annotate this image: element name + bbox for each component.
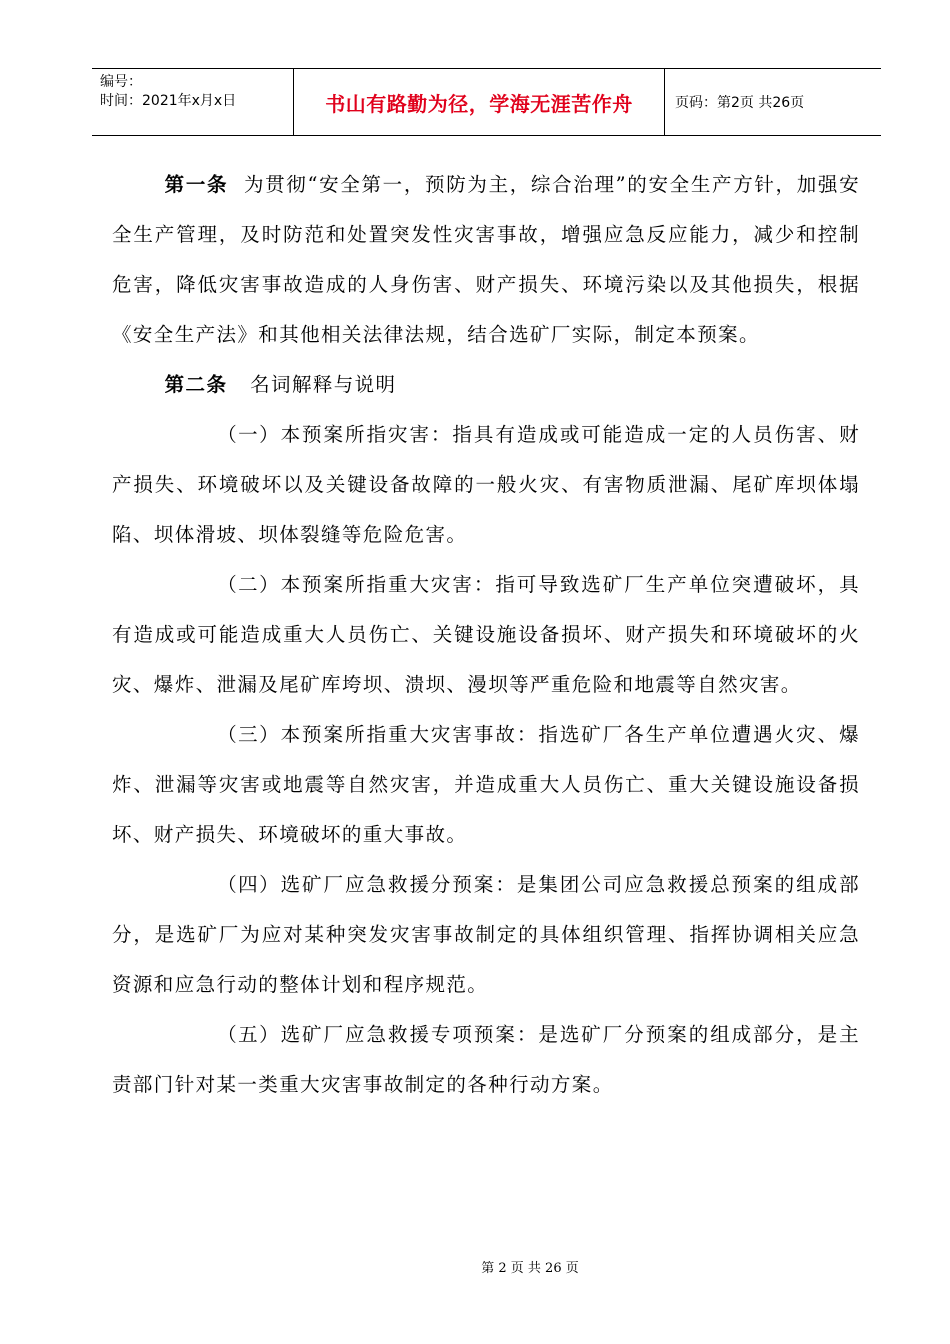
list-item <box>112 710 860 860</box>
list-item <box>112 1010 860 1110</box>
article-title: 第一条 <box>164 173 229 196</box>
article-text: 名词解释与说明 <box>250 373 397 396</box>
item-text: 选矿厂应急救援分预案：是集团公司应急救援总预案的组成部分，是选矿厂为应对某种突发灾害事故制定的具体组织管理、指挥协调相关应急资源和应急行动的整体计划和程序规范。 <box>112 873 860 996</box>
article-2 <box>112 360 860 410</box>
article-text: 为贯彻“安全第一，预防为主，综合治理”的安全生产方针，加强安全生产管理，及时防范和处置突发性灾害事故，增强应急反应能力，减少和控制危害，降低灾害事故造成的人身伤害、财产损失、环境污染以及其他损失，根据《安全生产法》和其他相关法律法规，结合选矿厂实际，制定本预案。 <box>112 173 860 346</box>
item-number: （四） <box>217 873 280 896</box>
time-label: 时间：2021年x月x日 <box>100 93 237 109</box>
item-text: 选矿厂应急救援专项预案：是选矿厂分预案的组成部分，是主责部门针对某一类重大灾害事故制定的各种行动方案。 <box>112 1023 860 1096</box>
list-item <box>112 860 860 1010</box>
document-body <box>112 160 860 1110</box>
number-label: 编号： <box>100 74 142 90</box>
article-title: 第二条 <box>164 373 228 396</box>
item-number: （五） <box>217 1023 280 1046</box>
article-1 <box>112 160 860 360</box>
header-motto: 书山有路勤为径，学海无涯苦作舟 <box>293 69 665 135</box>
list-item <box>112 410 860 560</box>
page-footer: 第 2 页 共 26 页 <box>481 1261 579 1276</box>
item-text: 本预案所指重大灾害事故：指选矿厂各生产单位遭遇火灾、爆炸、泄漏等灾害或地震等自然灾害，并造成重大人员伤亡、重大关键设施设备损坏、财产损失、环境破坏的重大事故。 <box>112 723 860 846</box>
header-meta <box>92 69 293 135</box>
page-header <box>92 68 881 136</box>
header-page-info: 页码：第2页 共26页 <box>675 95 805 111</box>
item-number: （三） <box>217 723 280 746</box>
item-number: （二） <box>217 573 280 596</box>
item-number: （一） <box>217 423 280 446</box>
item-text: 本预案所指重大灾害：指可导致选矿厂生产单位突遭破坏，具有造成或可能造成重大人员伤亡、关键设施设备损坏、财产损失和环境破坏的火灾、爆炸、泄漏及尾矿库垮坝、溃坝、漫坝等严重危险和地震等自然灾害。 <box>112 573 860 696</box>
list-item <box>112 560 860 710</box>
item-text: 本预案所指灾害：指具有造成或可能造成一定的人员伤害、财产损失、环境破坏以及关键设备故障的一般火灾、有害物质泄漏、尾矿库坝体塌陷、坝体滑坡、坝体裂缝等危险危害。 <box>112 423 860 546</box>
